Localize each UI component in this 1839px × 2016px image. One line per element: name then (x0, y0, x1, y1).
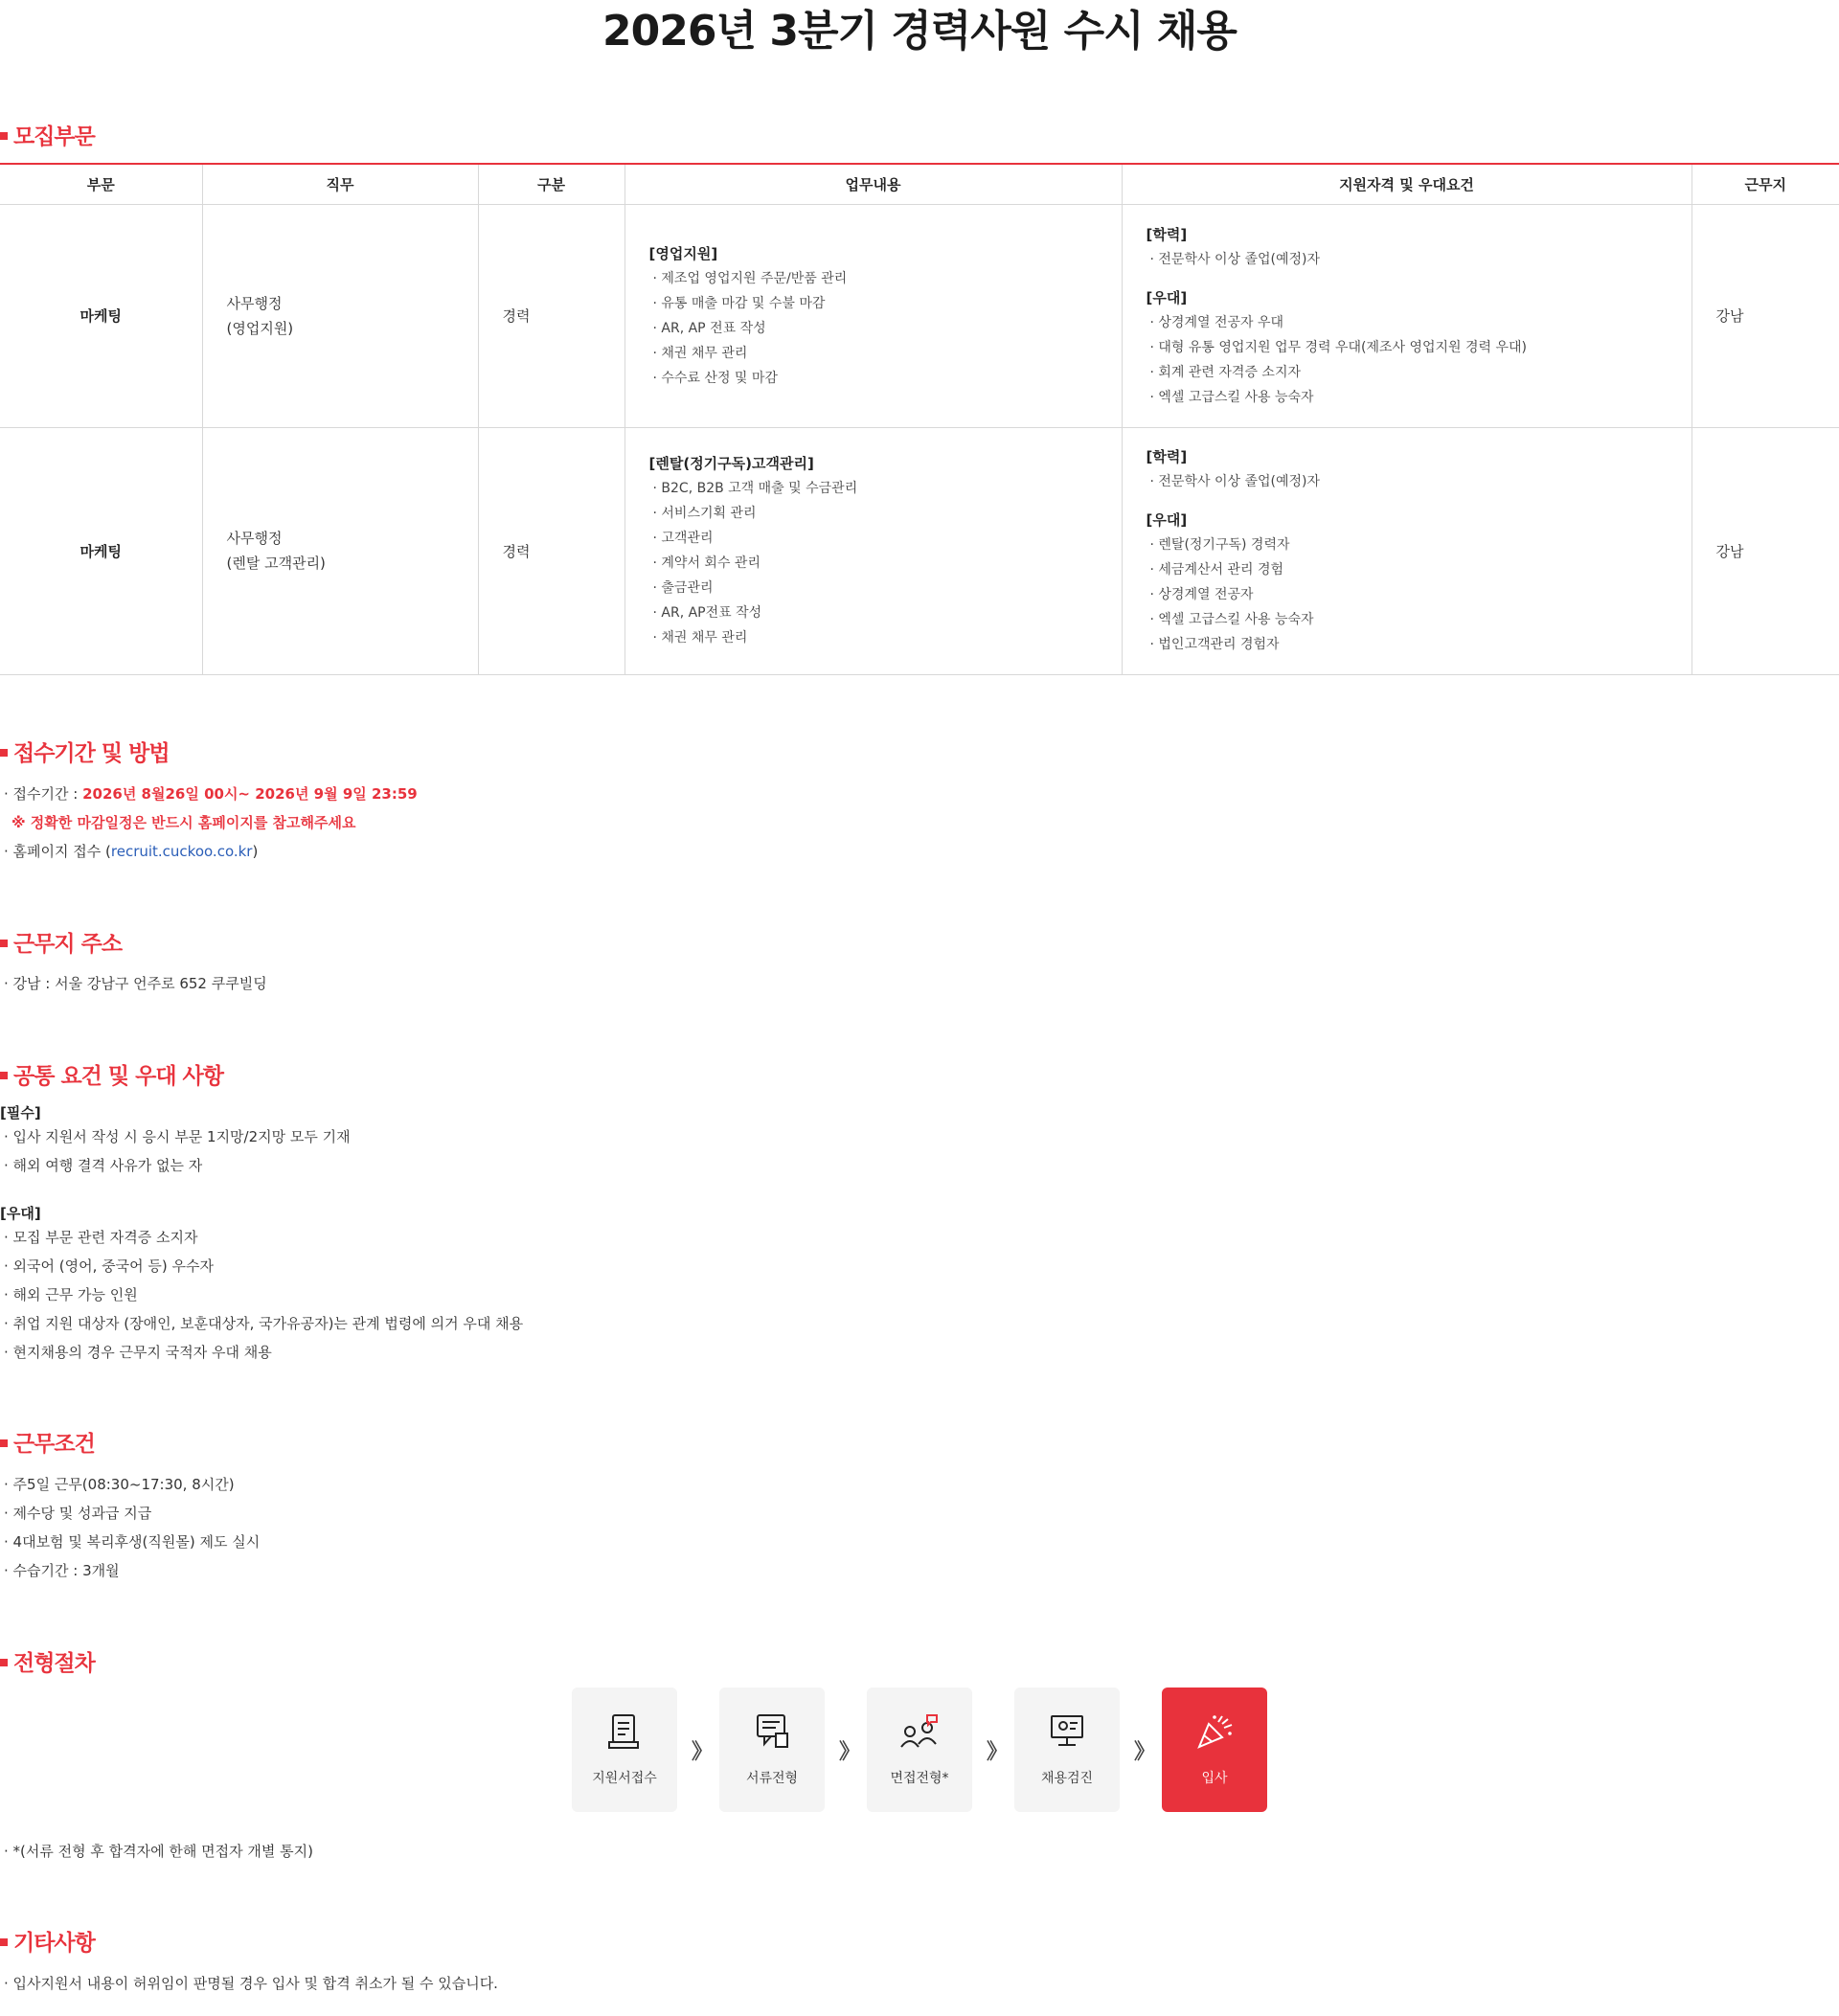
common-pref-item: · 모집 부문 관련 자격증 소지자 (4, 1229, 198, 1246)
edu-item: · 전문학사 이상 졸업(예정)자 (1149, 474, 1320, 489)
cell-job (202, 204, 478, 427)
section-title-text: 접수기간 및 방법 (13, 741, 170, 766)
work-item: · B2C, B2B 고객 매출 및 수금관리 (652, 481, 858, 496)
process-arrow: 》 (692, 1740, 714, 1764)
section-bullet (0, 132, 8, 140)
section-title-conditions (0, 1426, 95, 1458)
table-row (0, 427, 1839, 674)
job-line: (렌탈 고객관리) (226, 555, 326, 572)
common-pref-item: · 취업 지원 대상자 (장애인, 보훈대상자, 국가유공자)는 관계 법령에 의거 우대 채용 (4, 1315, 524, 1332)
pref-item: · 엑셀 고급스킬 사용 능숙자 (1149, 389, 1314, 405)
cell-dept: 마케팅 (0, 427, 202, 674)
condition-item: · 주5일 근무(08:30~17:30, 8시간) (4, 1476, 235, 1493)
process-step-document-review (719, 1688, 825, 1812)
spacer (1147, 272, 1691, 285)
section-bullet (0, 940, 8, 947)
section-title-text: 전형절차 (13, 1651, 95, 1676)
section-title-apply (0, 736, 170, 767)
section-bullet (0, 1439, 8, 1447)
address-line: · 강남 : 서울 강남구 언주로 652 쿠쿠빌딩 (4, 975, 267, 992)
job-line: 사무행정 (226, 294, 283, 312)
section-title-recruit (0, 119, 95, 150)
pref-item: · 상경계열 전공자 우대 (1149, 314, 1284, 330)
header-work: 업무내용 (624, 164, 1122, 204)
interview-icon (898, 1712, 941, 1751)
header-type: 구분 (478, 164, 624, 204)
required-item: · 해외 여행 결격 사유가 없는 자 (4, 1157, 203, 1174)
section-title-common (0, 1058, 223, 1090)
common-pref-item: · 해외 근무 가능 인원 (4, 1286, 138, 1303)
cell-work (624, 427, 1122, 674)
homepage-close: ) (252, 843, 259, 860)
recruit-table (0, 163, 1839, 675)
section-bullet (0, 1659, 8, 1666)
job-line: (영업지원) (226, 319, 294, 337)
pref-item: · 대형 유통 영업지원 업무 경력 우대(제조사 영업지원 경력 우대) (1149, 339, 1528, 355)
work-item: · 채권 채무 관리 (652, 630, 748, 646)
pref-item: · 엑셀 고급스킬 사용 능숙자 (1149, 612, 1314, 627)
work-item: · 채권 채무 관리 (652, 345, 748, 361)
edu-title: [학력] (1146, 448, 1188, 465)
work-item: · 제조업 영업지원 주문/반품 관리 (652, 270, 848, 286)
apply-period-label: · 접수기간 : (4, 785, 83, 803)
process-note: · *(서류 전형 후 합격자에 한해 면접자 개별 통지) (4, 1843, 313, 1860)
pref-title: [우대] (1146, 288, 1188, 306)
cell-location: 강남 (1691, 427, 1839, 674)
cell-work (624, 204, 1122, 427)
work-title: [렌탈(정기구독)고객관리] (648, 455, 814, 472)
job-line: 사무행정 (226, 530, 283, 547)
pref-item: · 상경계열 전공자 (1149, 587, 1254, 602)
process-step-join (1162, 1688, 1267, 1812)
common-pref-title: [우대] (0, 1205, 41, 1222)
apply-period (4, 782, 418, 805)
cell-type: 경력 (478, 204, 624, 427)
work-item: · AR, AP전표 작성 (652, 605, 762, 621)
required-title: [필수] (0, 1104, 41, 1121)
condition-item: · 4대보험 및 복리후생(직원몰) 제도 실시 (4, 1533, 261, 1551)
work-title: [영업지원] (648, 244, 718, 262)
page-title: 2026년 3분기 경력사원 수시 채용 (602, 7, 1237, 56)
section-title-text: 모집부문 (13, 125, 95, 149)
section-title-process (0, 1645, 95, 1677)
step-label: 입사 (1201, 1771, 1228, 1786)
table-header-row (0, 164, 1839, 204)
header-job: 직무 (202, 164, 478, 204)
section-title-etc (0, 1925, 95, 1957)
process-step-interview (867, 1688, 972, 1812)
work-item: · 서비스기획 관리 (652, 506, 757, 521)
section-title-address (0, 926, 122, 958)
process-step-health-check (1014, 1688, 1120, 1812)
step-label: 면접전형* (890, 1771, 949, 1786)
header-dept: 부문 (0, 164, 202, 204)
process-arrow: 》 (1134, 1740, 1156, 1764)
process-arrow: 》 (987, 1740, 1009, 1764)
spacer (1147, 494, 1691, 508)
cell-job (202, 427, 478, 674)
work-item: · 유통 매출 마감 및 수불 마감 (652, 295, 826, 311)
pref-item: · 세금계산서 관리 경험 (1149, 562, 1284, 578)
section-title-text: 공통 요건 및 우대 사항 (13, 1064, 223, 1089)
table-row (0, 204, 1839, 427)
edu-title: [학력] (1146, 225, 1188, 243)
homepage-link[interactable]: recruit.cuckoo.co.kr (110, 843, 253, 860)
section-title-text: 기타사항 (13, 1931, 95, 1956)
homepage-label: · 홈페이지 접수 ( (4, 843, 111, 860)
edu-item: · 전문학사 이상 졸업(예정)자 (1149, 251, 1320, 267)
work-item: · 고객관리 (652, 531, 714, 546)
cell-location: 강남 (1691, 204, 1839, 427)
section-bullet (0, 1072, 8, 1079)
step-label: 서류전형 (745, 1771, 799, 1786)
header-location: 근무지 (1691, 164, 1839, 204)
work-item: · 수수료 산정 및 마감 (652, 370, 778, 386)
cell-qualification (1122, 204, 1691, 427)
section-title-text: 근무지 주소 (13, 932, 123, 957)
pref-item: · 렌탈(정기구독) 경력자 (1149, 537, 1290, 553)
step-label: 채용검진 (1040, 1771, 1094, 1786)
section-bullet (0, 749, 8, 757)
pref-title: [우대] (1146, 511, 1188, 529)
header-qualification: 지원자격 및 우대요건 (1122, 164, 1691, 204)
pref-item: · 회계 관련 자격증 소지자 (1149, 364, 1301, 380)
document-icon (603, 1712, 646, 1751)
required-item: · 입사 지원서 작성 시 응시 부문 1지망/2지망 모두 기재 (4, 1128, 351, 1145)
process-step-application (572, 1688, 677, 1812)
chat-document-icon (751, 1712, 793, 1751)
condition-item: · 수습기간 : 3개월 (4, 1562, 120, 1579)
apply-homepage (4, 840, 258, 863)
common-pref-item: · 현지채용의 경우 근무지 국적자 우대 채용 (4, 1344, 272, 1361)
step-label: 지원서접수 (592, 1771, 657, 1786)
condition-item: · 제수당 및 성과급 지급 (4, 1505, 152, 1522)
apply-period-value: 2026년 8월26일 00시~ 2026년 9월 9일 23:59 (82, 785, 418, 803)
apply-notice: ※ 정확한 마감일정은 반드시 홈페이지를 참고해주세요 (11, 814, 356, 831)
work-item: · AR, AP 전표 작성 (652, 320, 766, 336)
cell-qualification (1122, 427, 1691, 674)
section-title-text: 근무조건 (13, 1432, 95, 1457)
cell-dept: 마케팅 (0, 204, 202, 427)
monitor-check-icon (1046, 1712, 1088, 1751)
work-item: · 계약서 회수 관리 (652, 555, 761, 571)
section-bullet (0, 1938, 8, 1946)
process-arrow: 》 (839, 1740, 861, 1764)
celebration-icon (1193, 1712, 1236, 1751)
common-pref-item: · 외국어 (영어, 중국어 등) 우수자 (4, 1257, 214, 1275)
etc-line: · 입사지원서 내용이 허위임이 판명될 경우 입사 및 합격 취소가 될 수 있습니다. (4, 1975, 498, 1992)
cell-type: 경력 (478, 427, 624, 674)
work-item: · 출금관리 (652, 580, 714, 596)
pref-item: · 법인고객관리 경험자 (1149, 637, 1280, 652)
